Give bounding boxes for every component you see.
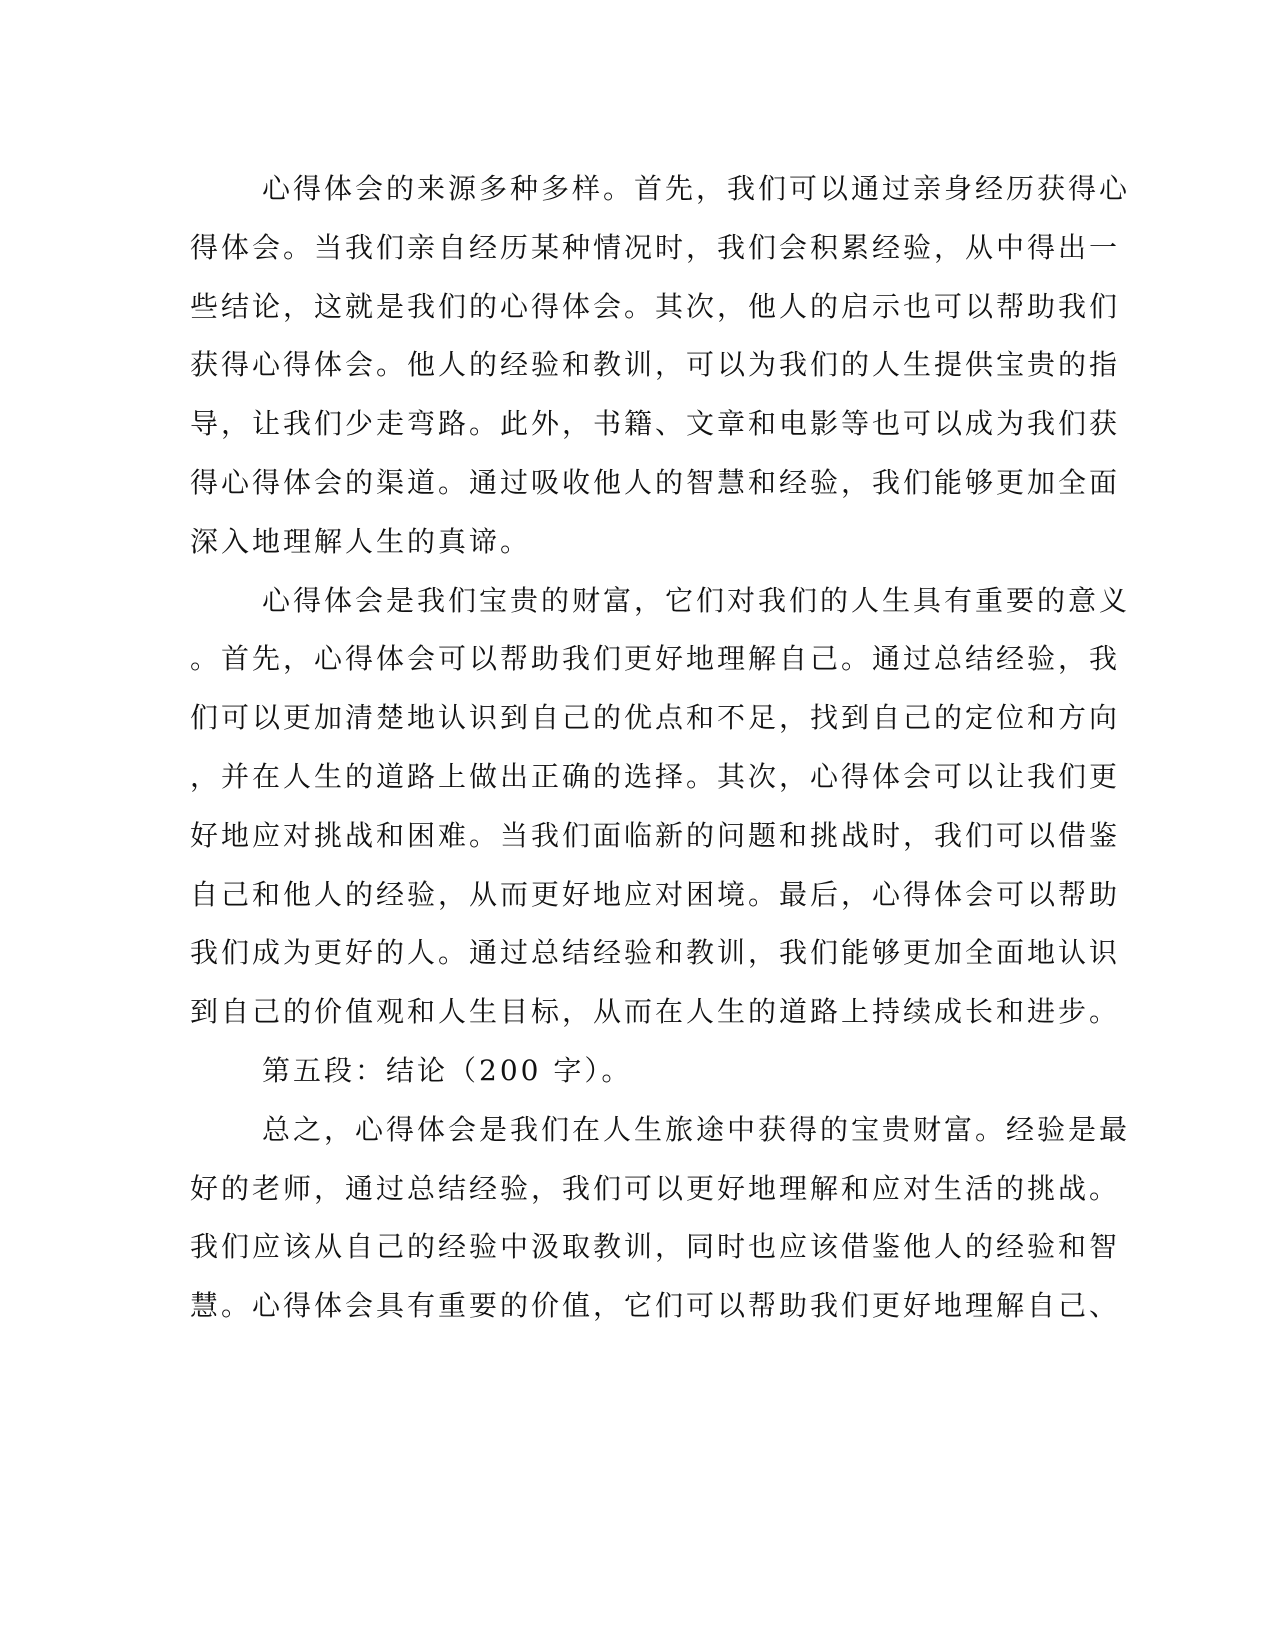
paragraph-line: 获得心得体会。他人的经验和教训，可以为我们的人生提供宝贵的指	[190, 348, 1121, 382]
paragraph-line: 心得体会的来源多种多样。首先，我们可以通过亲身经历获得心	[262, 172, 1131, 205]
paragraph-line: 深入地理解人生的真谛。	[190, 524, 532, 558]
paragraph-line: 到自己的价值观和人生目标，从而在人生的道路上持续成长和进步。	[190, 995, 1121, 1029]
paragraph-line: 得体会。当我们亲自经历某种情况时，我们会积累经验，从中得出一	[190, 230, 1121, 264]
paragraph-significance	[190, 572, 1131, 1042]
paragraph-line: 我们应该从自己的经验中汲取教训，同时也应该借鉴他人的经验和智	[190, 1230, 1121, 1264]
paragraph-line: 导，让我们少走弯路。此外，书籍、文章和电影等也可以成为我们获	[190, 407, 1121, 441]
section-heading: 第五段：结论（200 字）。	[262, 1053, 633, 1087]
paragraph-line: 心得体会是我们宝贵的财富，它们对我们的人生具有重要的意义	[262, 583, 1131, 617]
body-text	[190, 160, 1131, 1336]
paragraph-line: 好的老师，通过总结经验，我们可以更好地理解和应对生活的挑战。	[190, 1171, 1121, 1205]
paragraph-line: 些结论，这就是我们的心得体会。其次，他人的启示也可以帮助我们	[190, 289, 1121, 323]
paragraph-line: ，并在人生的道路上做出正确的选择。其次，心得体会可以让我们更	[190, 759, 1121, 793]
paragraph-line: 得心得体会的渠道。通过吸收他人的智慧和经验，我们能够更加全面	[190, 465, 1121, 499]
paragraph-sources	[190, 160, 1131, 572]
paragraph-line: 们可以更加清楚地认识到自己的优点和不足，找到自己的定位和方向	[190, 701, 1121, 735]
paragraph-line: 。首先，心得体会可以帮助我们更好地理解自己。通过总结经验，我	[190, 642, 1121, 676]
paragraph-conclusion	[190, 1101, 1131, 1336]
paragraph-line: 自己和他人的经验，从而更好地应对困境。最后，心得体会可以帮助	[190, 877, 1121, 911]
paragraph-line: 好地应对挑战和困难。当我们面临新的问题和挑战时，我们可以借鉴	[190, 818, 1121, 852]
section-heading-conclusion	[190, 1042, 1085, 1101]
paragraph-line: 慧。心得体会具有重要的价值，它们可以帮助我们更好地理解自己、	[190, 1289, 1121, 1323]
paragraph-line: 总之，心得体会是我们在人生旅途中获得的宝贵财富。经验是最	[262, 1112, 1131, 1146]
paragraph-line: 我们成为更好的人。通过总结经验和教训，我们能够更加全面地认识	[190, 936, 1121, 970]
